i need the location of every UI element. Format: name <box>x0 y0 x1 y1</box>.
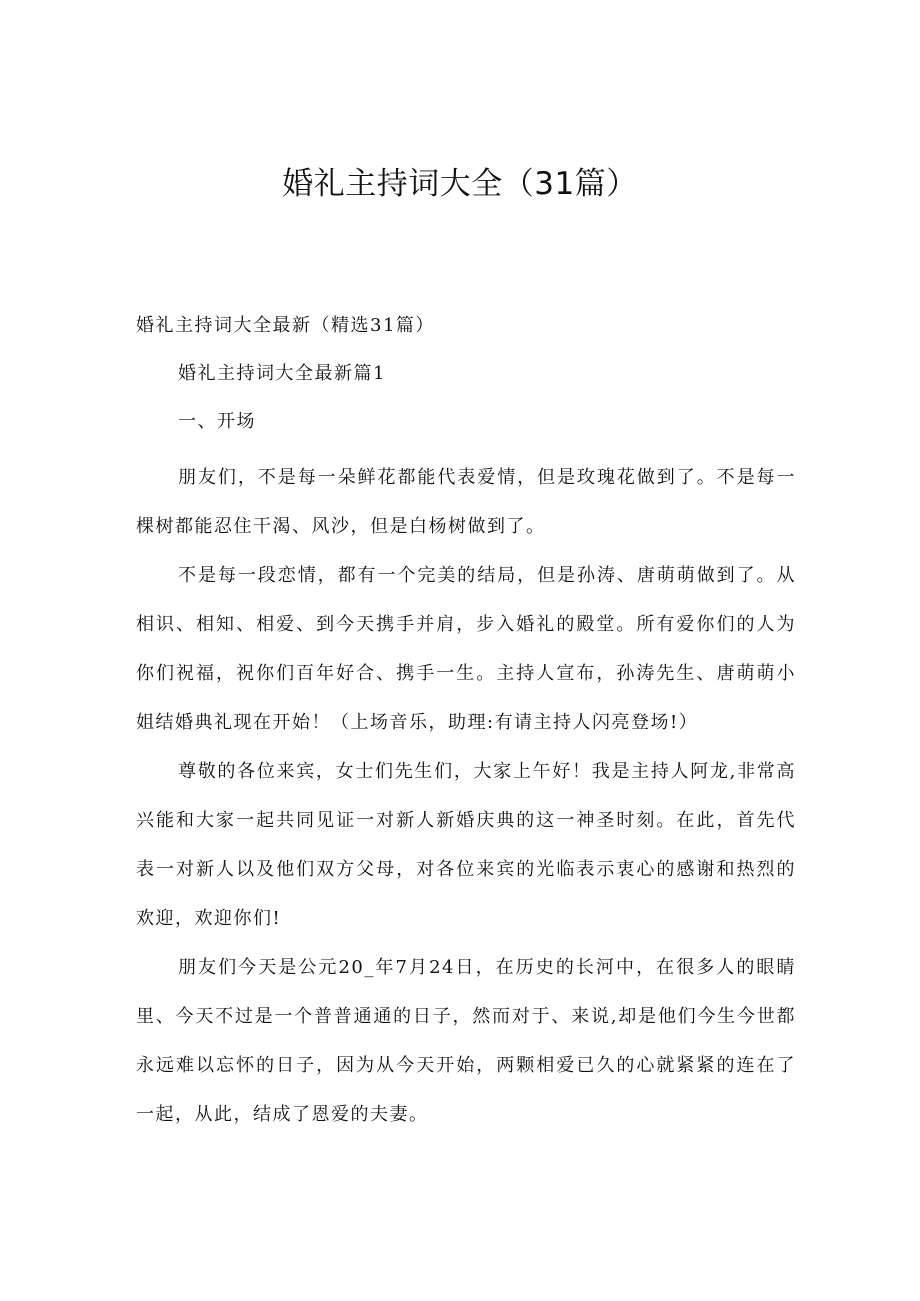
document-body <box>136 309 796 1139</box>
paragraph: 不是每一段恋情，都有一个完美的结局，但是孙涛、唐萌萌做到了。从相识、相知、相爱、到今天携手并肩，步入婚礼的殿堂。所有爱你们的人为你们祝福，祝你们百年好合、携手一生。主持人宣布，孙涛先生、唐萌萌小姐结婚典礼现在开始！（上场音乐，助理:有请主持人闪亮登场!） <box>136 565 796 733</box>
document-subtitle: 婚礼主持词大全最新（精选31篇） <box>136 315 435 336</box>
paragraph: 朋友们今天是公元20_年7月24日，在历史的长河中，在很多人的眼睛里、今天不过是一个普普通通的日子，然而对于、来说,却是他们今生今世都永远难以忘怀的日子，因为从今天开始，两颗相爱已久的心就紧紧的连在了一起，从此，结成了恩爱的夫妻。 <box>136 957 796 1125</box>
paragraph: 朋友们，不是每一朵鲜花都能代表爱情，但是玫瑰花做到了。不是每一棵树都能忍住干渴、风沙，但是白杨树做到了。 <box>136 467 796 537</box>
document-title: 婚礼主持词大全（31篇） <box>282 166 638 202</box>
part-heading: 一、开场 <box>178 411 256 432</box>
section-heading: 婚礼主持词大全最新篇1 <box>178 363 386 384</box>
paragraph: 尊敬的各位来宾，女士们先生们，大家上午好！我是主持人阿龙,非常高兴能和大家一起共同见证一对新人新婚庆典的这一神圣时刻。在此，首先代表一对新人以及他们双方父母，对各位来宾的光临表示衷心的感谢和热烈的欢迎，欢迎你们! <box>136 761 796 929</box>
